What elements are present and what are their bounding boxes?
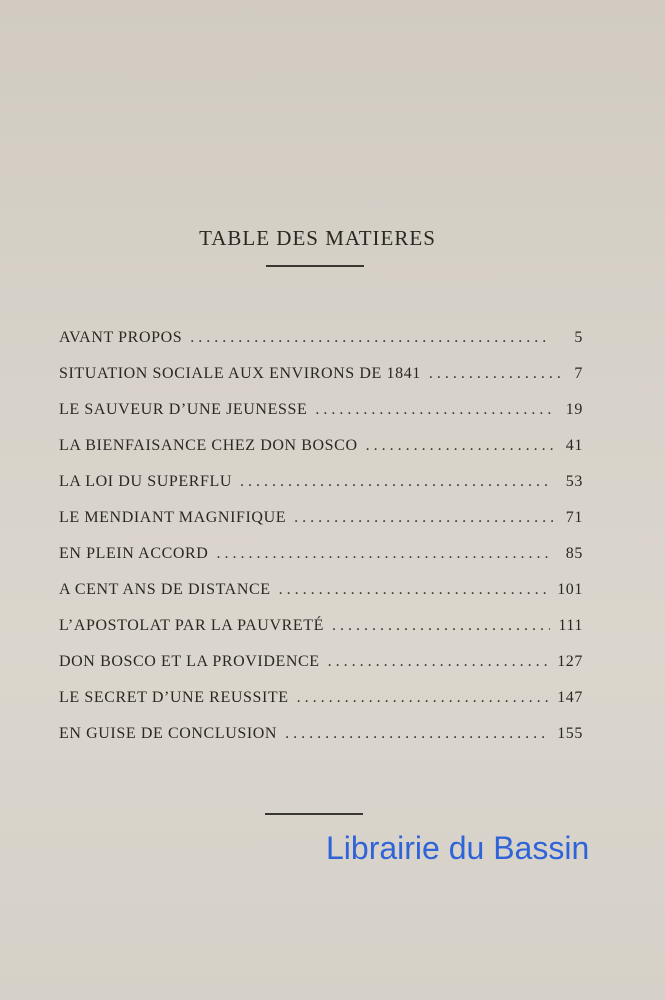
toc-entry-page: 127 xyxy=(557,653,583,670)
toc-entry-page: 101 xyxy=(557,581,583,598)
toc-entry xyxy=(59,725,583,761)
toc-entry-page: 111 xyxy=(558,617,583,634)
toc-dot-leader xyxy=(240,473,549,491)
toc-entry-title: LA LOI DU SUPERFLU xyxy=(59,473,233,490)
closing-rule xyxy=(265,813,363,815)
toc-entry xyxy=(59,473,583,509)
toc-entry xyxy=(59,617,583,653)
toc-entry xyxy=(59,653,583,689)
toc-entry xyxy=(59,437,583,473)
toc-entry xyxy=(59,581,583,617)
toc-entry xyxy=(59,365,583,401)
toc-entry-title: LE MENDIANT MAGNIFIQUE xyxy=(59,509,287,526)
toc-entry-page: 71 xyxy=(565,509,583,526)
toc-entry-title: EN PLEIN ACCORD xyxy=(59,545,209,562)
title-underline xyxy=(266,265,364,267)
toc-entry-page: 147 xyxy=(557,689,583,706)
toc-entry-title: EN GUISE DE CONCLUSION xyxy=(59,725,278,742)
page-title: TABLE DES MATIERES xyxy=(199,226,436,250)
toc-entry-title: DON BOSCO ET LA PROVIDENCE xyxy=(59,653,320,670)
toc-dot-leader xyxy=(328,653,550,671)
toc-entry xyxy=(59,509,583,545)
toc-entry xyxy=(59,401,583,437)
toc-entry-title: LE SAUVEUR D’UNE JEUNESSE xyxy=(59,401,308,418)
toc-entry-title: SITUATION SOCIALE AUX ENVIRONS DE 1841 xyxy=(59,365,421,382)
toc-entry xyxy=(59,545,583,581)
toc-entry-title: A CENT ANS DE DISTANCE xyxy=(59,581,271,598)
toc-entry-page: 155 xyxy=(557,725,583,742)
toc-entry xyxy=(59,329,583,365)
toc-dot-leader xyxy=(279,581,550,599)
toc-entry-title: LA BIENFAISANCE CHEZ DON BOSCO xyxy=(59,437,358,454)
toc-dot-leader xyxy=(216,545,547,563)
toc-entry-title: L’APOSTOLAT PAR LA PAUVRETÉ xyxy=(59,617,325,634)
toc-entry xyxy=(59,689,583,725)
toc-entry-page: 7 xyxy=(574,365,583,382)
toc-entry-page: 53 xyxy=(565,473,583,490)
table-of-contents xyxy=(59,329,583,761)
toc-entry-page: 41 xyxy=(565,437,583,454)
watermark-text: Librairie du Bassin xyxy=(326,830,590,866)
toc-dot-leader xyxy=(297,689,550,707)
toc-dot-leader xyxy=(315,401,555,419)
toc-dot-leader xyxy=(366,437,558,455)
toc-dot-leader xyxy=(332,617,550,635)
toc-entry-title: LE SECRET D’UNE REUSSITE xyxy=(59,689,289,706)
toc-entry-page: 5 xyxy=(574,329,583,346)
toc-entry-title: AVANT PROPOS xyxy=(59,329,183,346)
toc-dot-leader xyxy=(285,725,549,743)
toc-entry-page: 19 xyxy=(565,401,583,418)
toc-dot-leader xyxy=(429,365,564,383)
toc-entry-page: 85 xyxy=(565,545,583,562)
toc-dot-leader xyxy=(294,509,553,527)
toc-dot-leader xyxy=(190,329,545,347)
